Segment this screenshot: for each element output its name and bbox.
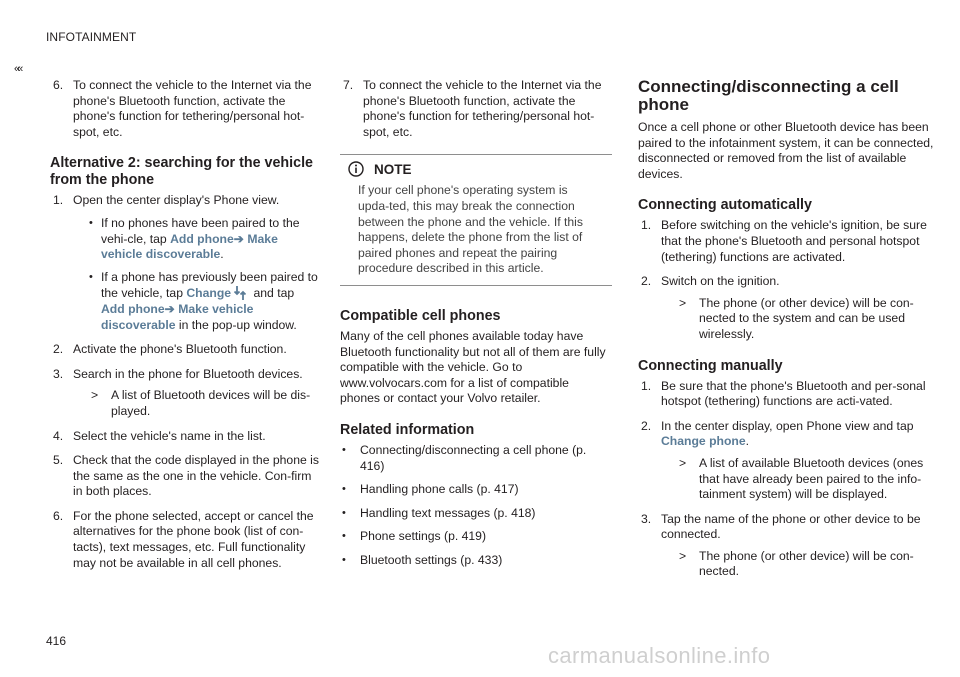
- related-link-phone-calls[interactable]: [340, 482, 612, 498]
- page-title: Connecting/disconnecting a cell phone: [638, 77, 899, 114]
- change-phone-link[interactable]: Change phone: [661, 434, 746, 449]
- step-text: Select the vehicle's name in the list.: [73, 428, 266, 443]
- make-vehicle-discoverable-link[interactable]: Make vehicle discoverable: [101, 301, 254, 332]
- column-3: [638, 78, 934, 589]
- related-link-text[interactable]: Phone settings (p. 419): [360, 529, 487, 544]
- step-text: Before switching on the vehicle's ignition, be sure that the phone's Bluetooth and personal hotspot (tethering) functions are activated.: [661, 218, 927, 264]
- step-number: 6.: [53, 508, 64, 523]
- section-header: INFOTAINMENT: [46, 30, 137, 44]
- manual-step-2: [638, 419, 934, 503]
- step-number: 2.: [53, 342, 64, 357]
- related-link-text[interactable]: Connecting/disconnecting a cell phone (p. 416): [360, 442, 587, 473]
- auto-step-2: [638, 274, 934, 342]
- auto-step-1: [638, 218, 934, 265]
- page-number: 416: [46, 634, 67, 648]
- compatible-phones-text: Many of the cell phones available today have Bluetooth functionality but not all of them are fully compatible with the vehicle. Go to www.volvocars.com for a list of compatible phones or contact your Volvo retailer.: [340, 328, 606, 406]
- note-box: [340, 154, 612, 286]
- step-1-open-phone-view: [50, 193, 320, 333]
- swap-arrows-icon: [234, 285, 246, 301]
- step-text-end: .: [745, 434, 750, 449]
- step-number: 1.: [53, 193, 64, 208]
- related-link-text[interactable]: Bluetooth settings (p. 433): [360, 552, 503, 567]
- compatible-phones-heading: Compatible cell phones: [340, 307, 501, 324]
- make-vehicle-discoverable-link[interactable]: Make vehicle discoverable: [101, 231, 278, 262]
- bullet-icon: •: [342, 443, 346, 456]
- bullet-no-phones-paired: [73, 216, 320, 263]
- bullet-icon: •: [342, 553, 346, 566]
- step-text: Tap the name of the phone or other device to be connected.: [661, 511, 921, 542]
- step-number: 6.: [53, 78, 64, 92]
- info-icon: [348, 161, 364, 177]
- note-header: [348, 161, 594, 177]
- related-link-text[interactable]: Handling phone calls (p. 417): [360, 482, 519, 497]
- column-1: [50, 78, 320, 580]
- result-marker: >: [679, 548, 687, 563]
- step-5-check-code: [50, 453, 320, 500]
- step-text: Open the center display's Phone view.: [73, 193, 280, 208]
- bullet-text-end: in the pop-up window.: [178, 317, 297, 332]
- step-result: [661, 549, 934, 580]
- step-number: 5.: [53, 453, 64, 468]
- add-phone-link[interactable]: Add phone: [170, 231, 234, 246]
- related-link-text-messages[interactable]: [340, 506, 612, 522]
- step-number: 7.: [343, 78, 354, 92]
- bullet-text-mid: and tap: [253, 286, 295, 301]
- result-marker: >: [679, 455, 687, 470]
- back-navigation-icon[interactable]: ««: [14, 63, 21, 75]
- result-text: A list of Bluetooth devices will be dis-played.: [111, 388, 311, 418]
- column-2: [340, 78, 612, 576]
- step-result: [661, 296, 934, 343]
- result-marker: >: [91, 388, 99, 403]
- manual-step-3: [638, 512, 934, 580]
- step-3-search-devices: [50, 367, 320, 420]
- step-2-activate-bluetooth: [50, 342, 320, 358]
- related-link-text[interactable]: Handling text messages (p. 418): [360, 505, 536, 520]
- step-result: [73, 388, 320, 419]
- step-text: Activate the phone's Bluetooth function.: [73, 342, 287, 357]
- bullet-previously-paired: [73, 270, 320, 333]
- connecting-manually-heading: Connecting manually: [638, 357, 783, 374]
- bullet-icon: •: [342, 506, 346, 519]
- step-text: To connect the vehicle to the Internet via the phone's Bluetooth function, activate the phone's function for tethering/personal hot-spot, etc.: [73, 78, 312, 139]
- step-4-select-vehicle: [50, 429, 320, 445]
- step-text: For the phone selected, accept or cancel the alternatives for the phone book (list of con-tacts), text messages, etc. Full functionality may not be available in all cell phones.: [73, 508, 314, 570]
- related-link-phone-settings[interactable]: [340, 529, 612, 545]
- change-link[interactable]: Change: [186, 286, 232, 301]
- step-6-internet: [50, 78, 320, 140]
- add-phone-link[interactable]: Add phone: [101, 301, 165, 316]
- related-link-bluetooth-settings[interactable]: [340, 553, 612, 569]
- connecting-automatically-heading: Connecting automatically: [638, 197, 812, 214]
- bullet-icon: •: [342, 530, 346, 543]
- manual-step-1: [638, 379, 934, 410]
- step-text: To connect the vehicle to the Internet via the phone's Bluetooth function, activate the phone's function for tethering/personal hot-spot, etc.: [363, 78, 602, 139]
- step-number: 3.: [641, 511, 652, 526]
- related-information-heading: Related information: [340, 421, 475, 438]
- bullet-text-end: .: [220, 247, 224, 262]
- arrow-right-icon: ➔: [164, 301, 175, 316]
- step-number: 2.: [641, 418, 652, 433]
- watermark: carmanualsonline.info: [548, 643, 771, 668]
- bullet-text: If a phone has previously been paired to the vehicle, tap: [101, 269, 318, 301]
- bullet-text: If no phones have been paired to the vehi-cle, tap: [101, 215, 300, 246]
- step-text: Switch on the ignition.: [661, 274, 780, 289]
- intro-text: Once a cell phone or other Bluetooth device has been paired to the infotainment system, it can be connected, disconnected or removed from the list of available devices.: [638, 120, 934, 181]
- related-link-connecting[interactable]: [340, 443, 612, 474]
- alternative-2-heading: Alternative 2: searching for the vehicle from the phone: [50, 155, 313, 189]
- result-marker: >: [679, 295, 687, 310]
- bullet-icon: •: [89, 270, 93, 283]
- step-number: 2.: [641, 274, 652, 289]
- step-7-internet: [340, 78, 612, 140]
- step-text: In the center display, open Phone view and tap: [661, 418, 914, 433]
- step-number: 1.: [641, 378, 652, 393]
- result-text: The phone (or other device) will be con-nected.: [699, 548, 914, 579]
- step-result: [661, 456, 934, 503]
- result-text: A list of available Bluetooth devices (ones that have already been paired to the info-tainment system) will be displayed.: [699, 455, 924, 502]
- step-number: 3.: [53, 366, 64, 381]
- step-number: 1.: [641, 218, 652, 233]
- note-text: If your cell phone's operating system is upda-ted, this may break the connection between the phone and the vehicle. If this happens, delete the phone from the list of paired phones and repeat the pairing procedure described in this article.: [358, 183, 583, 276]
- result-text: The phone (or other device) will be con-nected to the system and can be used wirelessly.: [699, 295, 914, 341]
- note-title: NOTE: [374, 161, 412, 177]
- step-text: Check that the code displayed in the phone is the same as the one in the vehicle. Con-firm in both places.: [73, 453, 319, 499]
- step-number: 4.: [53, 428, 64, 443]
- bullet-icon: •: [89, 216, 93, 229]
- bullet-icon: •: [342, 483, 346, 496]
- arrow-right-icon: ➔: [233, 231, 244, 246]
- step-text: Search in the phone for Bluetooth devices.: [73, 366, 303, 381]
- step-text: Be sure that the phone's Bluetooth and per-sonal hotspot (tethering) functions are acti-vated.: [661, 378, 926, 409]
- step-6-accept-alternatives: [50, 509, 320, 571]
